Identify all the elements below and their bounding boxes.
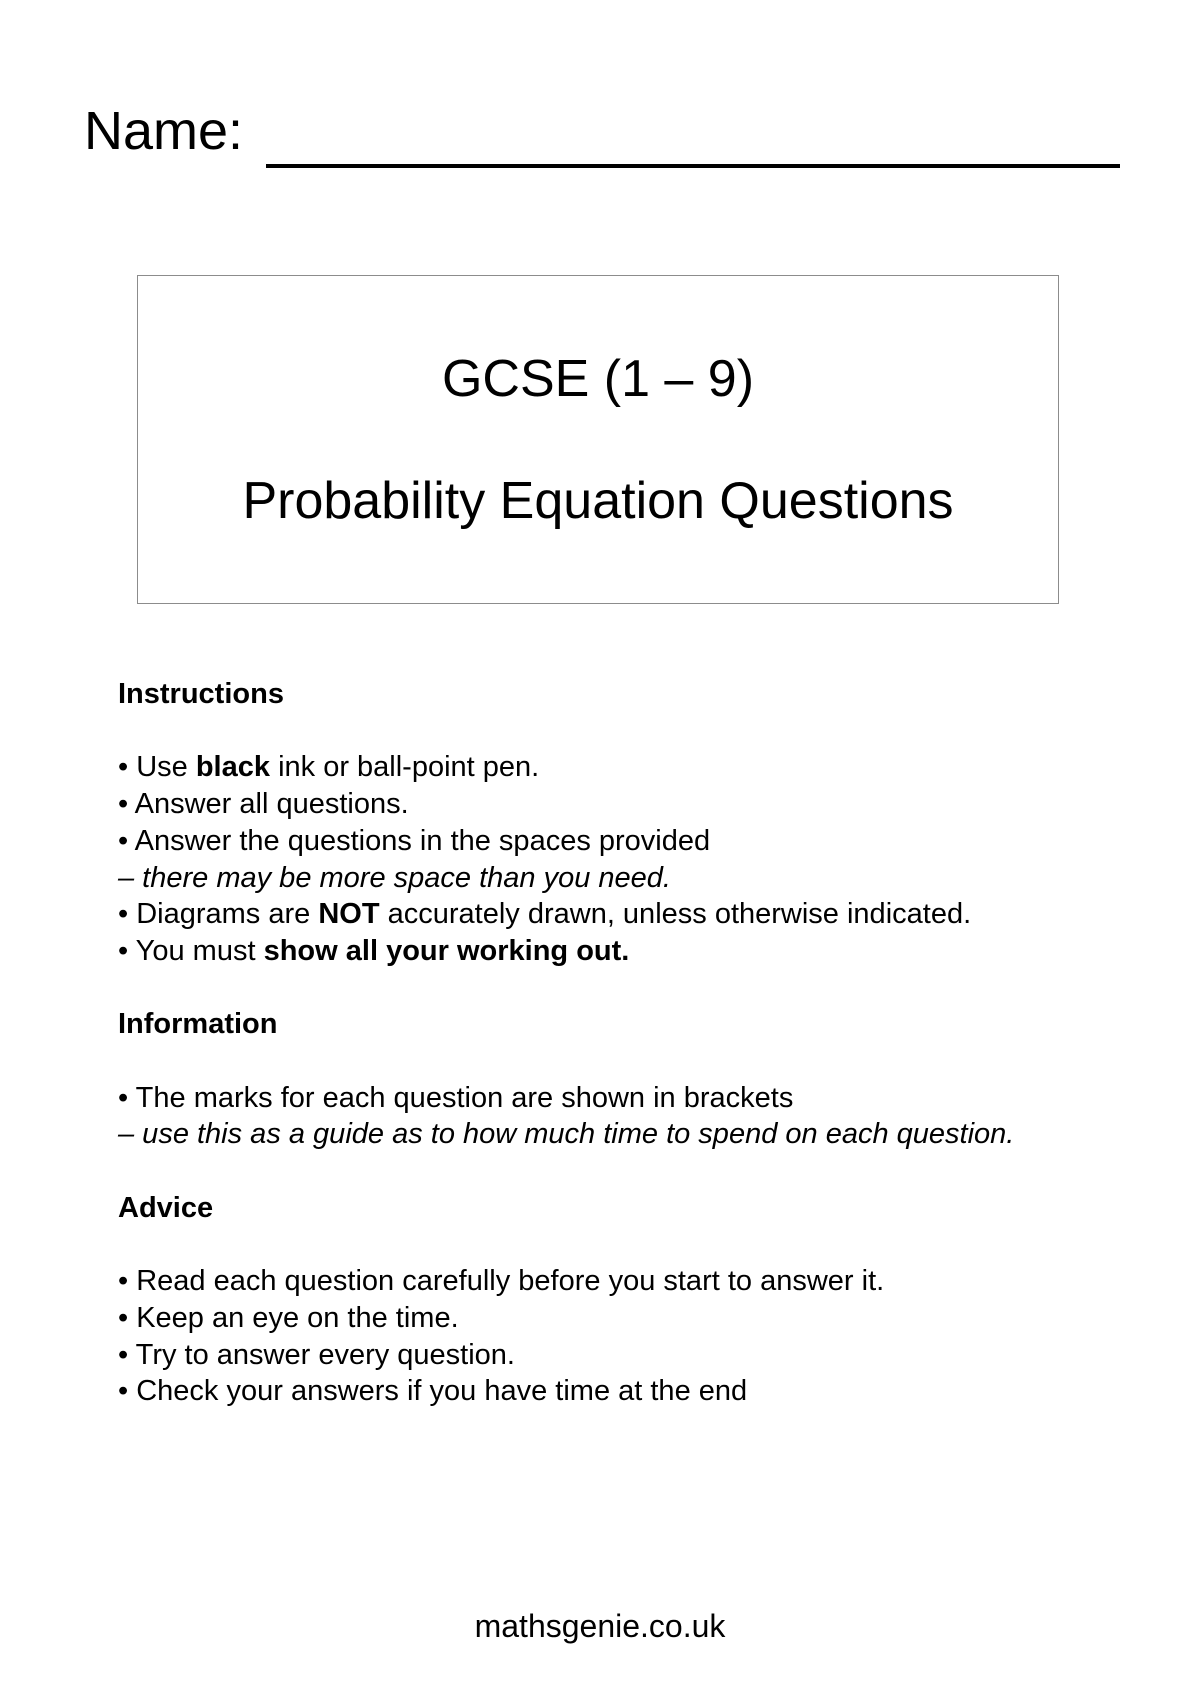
footer-website: mathsgenie.co.uk (474, 1608, 726, 1644)
advice-item: • Check your answers if you have time at the end (118, 1375, 748, 1408)
instruction-note (118, 860, 1168, 897)
instruction-item (118, 749, 1168, 786)
advice-item: • Try to answer every question. (118, 1338, 515, 1371)
spacer (118, 970, 1168, 1007)
instruction-emphasis: NOT (318, 898, 380, 931)
topic-title: Probability Equation Questions (242, 472, 954, 530)
spacer (118, 1153, 1168, 1190)
instruction-note-text: – there may be more space than you need. (118, 861, 671, 894)
instruction-item (118, 933, 1168, 970)
instruction-item: • Answer the questions in the spaces provided (118, 824, 711, 857)
qualification-title: GCSE (1 – 9) (441, 350, 755, 408)
name-field-row (84, 98, 1124, 178)
spacer (118, 713, 1168, 750)
information-note-text: – use this as a guide as to how much time to spend on each question. (118, 1118, 1015, 1151)
information-heading: Information (118, 1008, 278, 1041)
instruction-emphasis: black (195, 751, 271, 784)
spacer (118, 1043, 1168, 1080)
name-answer-line (266, 164, 1120, 168)
instruction-text: • You must (118, 934, 264, 967)
instruction-text: ink or ball-point pen. (270, 751, 540, 784)
instruction-text: accurately drawn, unless otherwise indicated. (379, 898, 972, 931)
instruction-item (118, 896, 1168, 933)
instruction-text: • Use (118, 751, 196, 784)
instruction-emphasis: show all your working out. (263, 934, 630, 967)
title-box (137, 275, 1059, 604)
advice-item: • Read each question carefully before you start to answer it. (118, 1265, 885, 1298)
name-label: Name: (84, 101, 244, 161)
spacer (118, 1226, 1168, 1263)
information-item: • The marks for each question are shown in brackets (118, 1081, 794, 1114)
advice-heading: Advice (118, 1191, 214, 1224)
instruction-text: • Diagrams are (118, 898, 319, 931)
instruction-item: • Answer all questions. (118, 788, 409, 821)
advice-item: • Keep an eye on the time. (118, 1301, 459, 1334)
information-note (118, 1116, 1168, 1153)
instructions-heading: Instructions (118, 678, 284, 710)
cover-content (118, 676, 1168, 1410)
